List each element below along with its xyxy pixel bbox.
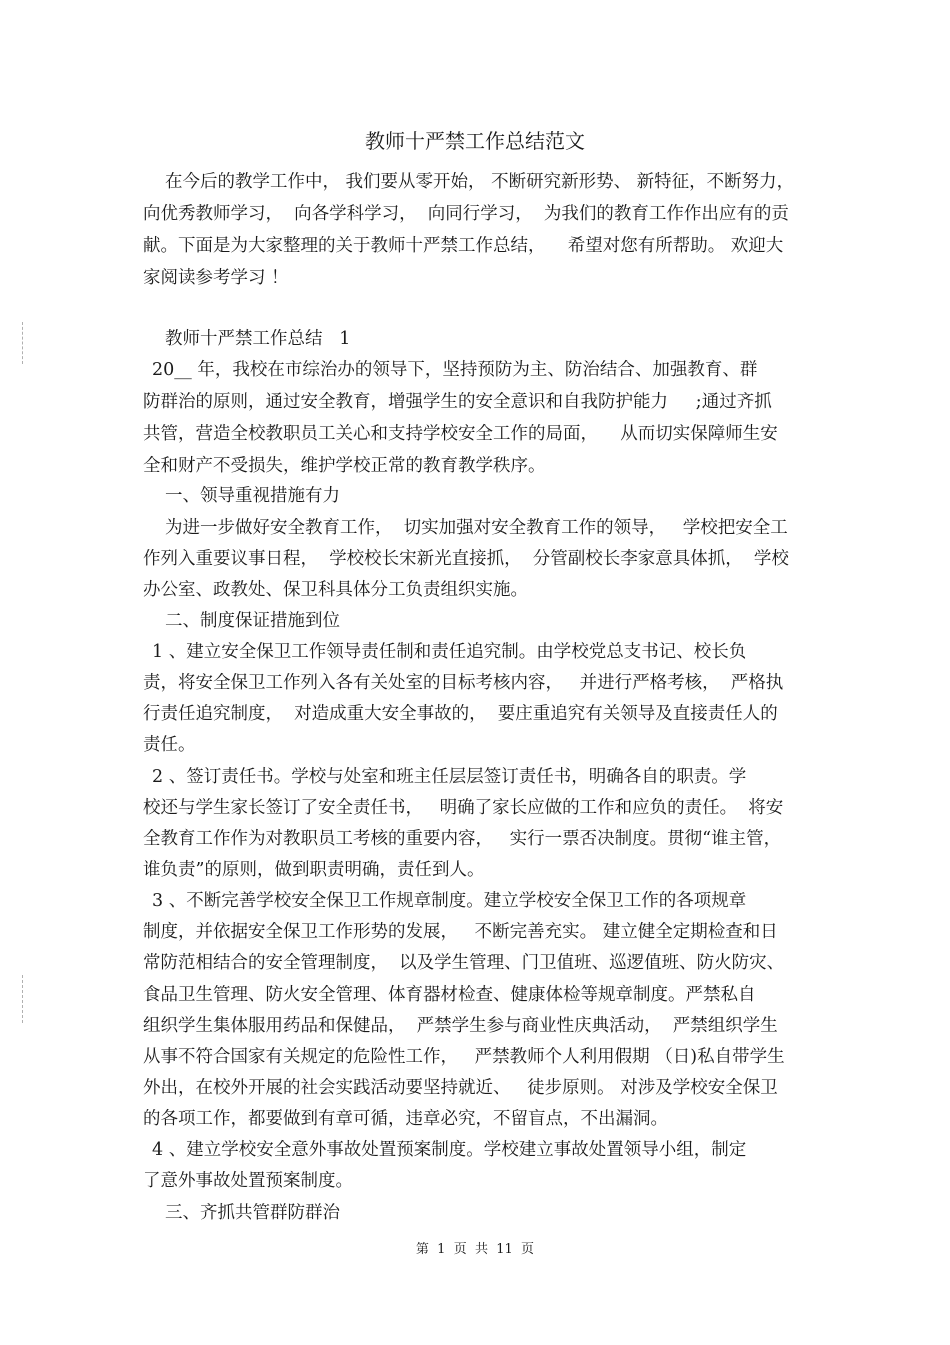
document-title: 教师十严禁工作总结范文 — [365, 129, 585, 153]
paragraph-line: 全教育工作作为对教职员工考核的重要内容， 实行一票否决制度。贯彻“谁主管， — [143, 829, 782, 849]
section-heading: 教师十严禁工作总结 1 — [165, 329, 351, 349]
paragraph-line: 从事不符合国家有关规定的危险性工作， 严禁教师个人利用假期 （日)私自带学生 — [143, 1047, 785, 1067]
paragraph-line: 谁负责”的原则，做到职责明确，责任到人。 — [143, 860, 485, 880]
paragraph-line: 常防范相结合的安全管理制度， 以及学生管理、门卫值班、巡逻值班、防火防灾、 — [143, 953, 785, 973]
paragraph-line: 共管，营造全校教职员工关心和支持学校安全工作的局面， 从而切实保障师生安 — [143, 424, 778, 444]
section-heading: 二、制度保证措施到位 — [165, 611, 340, 631]
paragraph-line: 的各项工作，都要做到有章可循，违章必究，不留盲点，不出漏洞。 — [143, 1109, 668, 1129]
paragraph-line: 在今后的教学工作中， 我们要从零开始， 不断研究新形势、 新特征，不断努力， — [165, 172, 795, 192]
paragraph-line: 家阅读参考学习 ！ — [143, 268, 289, 288]
paragraph-line: 责任。 — [143, 735, 196, 755]
page-footer: 第 1 页 共 11 页 — [415, 1242, 535, 1257]
paragraph-line: 3 、不断完善学校安全保卫工作规章制度。建立学校安全保卫工作的各项规章 — [152, 891, 747, 911]
binding-margin-mark — [22, 975, 23, 1023]
binding-margin-mark — [22, 322, 23, 364]
section-heading: 一、领导重视措施有力 — [165, 486, 340, 506]
paragraph-line: 责，将安全保卫工作列入各有关处室的目标考核内容， 并进行严格考核， 严格执 — [143, 673, 784, 693]
paragraph-line: 为进一步做好安全教育工作， 切实加强对安全教育工作的领导， 学校把安全工 — [165, 518, 788, 538]
paragraph-line: 了意外事故处置预案制度。 — [143, 1171, 353, 1191]
paragraph-line: 组织学生集体服用药品和保健品， 严禁学生参与商业性庆典活动， 严禁组织学生 — [143, 1016, 778, 1036]
paragraph-line: 献。下面是为大家整理的关于教师十严禁工作总结， 希望对您有所帮助。 欢迎大 — [143, 236, 784, 256]
paragraph-line: 1 、建立安全保卫工作领导责任制和责任追究制。由学校党总支书记、校长负 — [152, 642, 747, 662]
paragraph-line: 全和财产不受损失，维护学校正常的教育教学秩序。 — [143, 456, 546, 476]
paragraph-line: 作列入重要议事日程， 学校校长宋新光直接抓， 分管副校长李家意具体抓， 学校 — [143, 549, 789, 569]
paragraph-line: 校还与学生家长签订了安全责任书， 明确了家长应做的工作和应负的责任。 将安 — [143, 798, 784, 818]
paragraph-line: 办公室、政教处、保卫科具体分工负责组织实施。 — [143, 580, 528, 600]
paragraph-line: 4 、建立学校安全意外事故处置预案制度。学校建立事故处置领导小组，制定 — [152, 1140, 747, 1160]
paragraph-line: 20__ 年，我校在市综治办的领导下，坚持预防为主、防治结合、加强教育、群 — [152, 360, 758, 380]
paragraph-line: 食品卫生管理、防火安全管理、体育器材检查、健康体检等规章制度。严禁私自 — [143, 985, 756, 1005]
paragraph-line: 2 、签订责任书。学校与处室和班主任层层签订责任书，明确各自的职责。学 — [152, 767, 747, 787]
paragraph-line: 外出，在校外开展的社会实践活动要坚持就近、 徒步原则。 对涉及学校安全保卫 — [143, 1078, 778, 1098]
paragraph-line: 向优秀教师学习， 向各学科学习， 向同行学习， 为我们的教育工作作出应有的贡 — [143, 204, 789, 224]
paragraph-line: 制度，并依据安全保卫工作形势的发展， 不断完善充实。 建立健全定期检查和日 — [143, 922, 778, 942]
section-heading: 三、齐抓共管群防群治 — [165, 1203, 340, 1223]
paragraph-line: 防群治的原则，通过安全教育，增强学生的安全意识和自我防护能力 ;通过齐抓 — [143, 392, 772, 412]
paragraph-line: 行责任追究制度， 对造成重大安全事故的， 要庄重追究有关领导及直接责任人的 — [143, 704, 778, 724]
